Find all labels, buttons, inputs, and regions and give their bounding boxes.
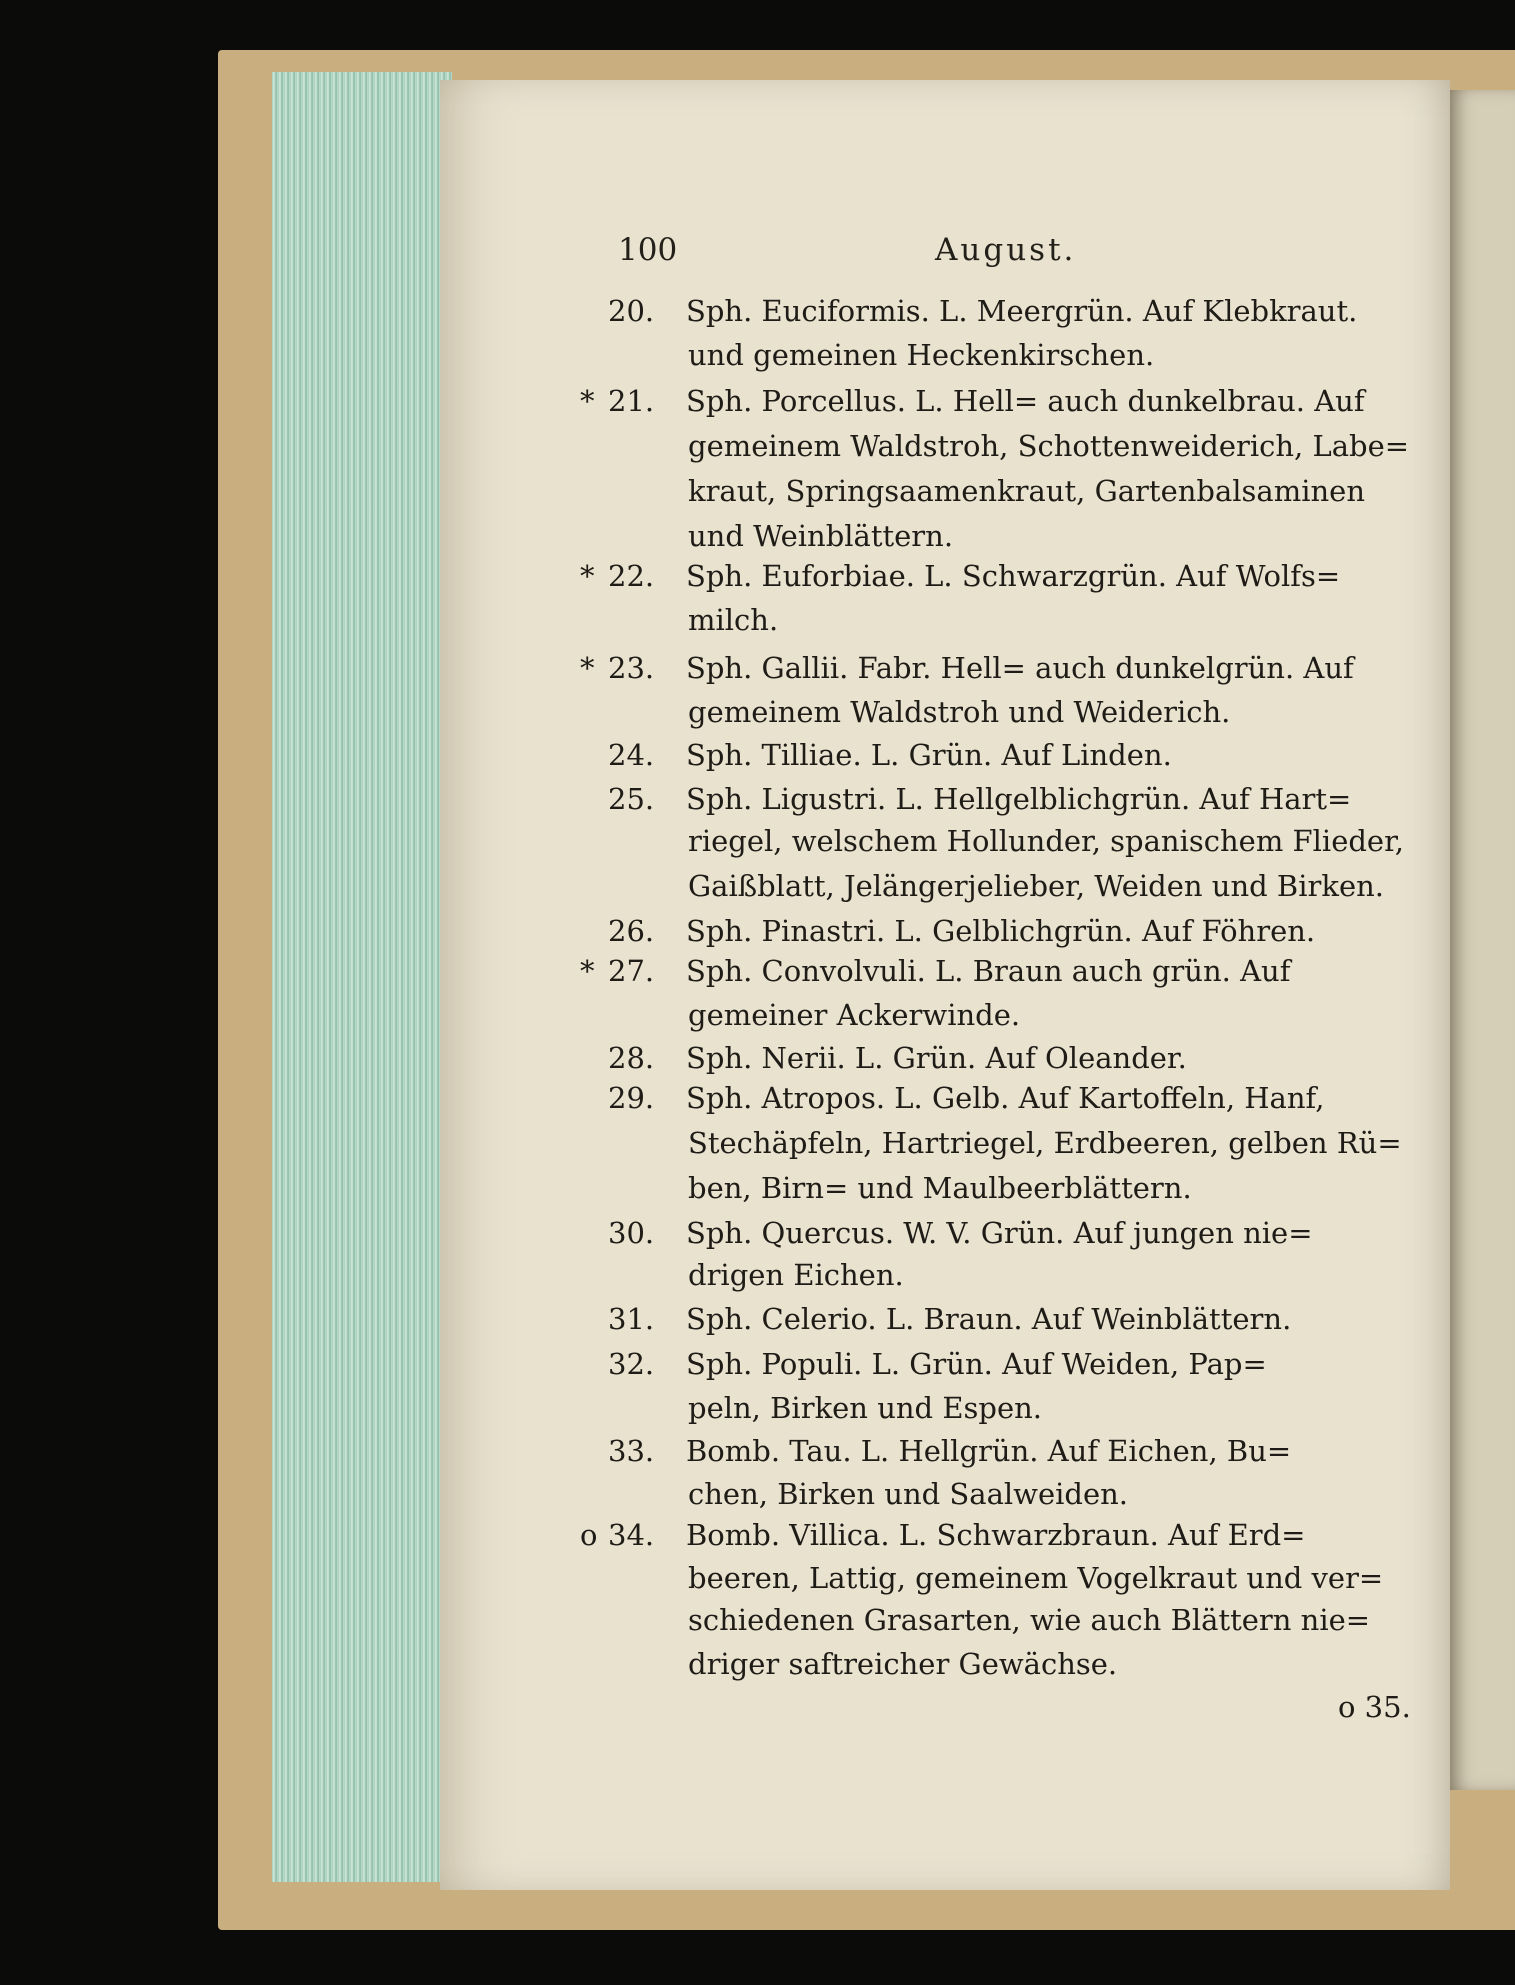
entry-text: beeren, Lattig, gemeinem Vogelkraut und ver= xyxy=(688,1561,1384,1595)
entry-first-line xyxy=(580,1515,1408,1555)
entry-number: 31. xyxy=(608,1302,655,1336)
entry-text: Bomb. Villica. L. Schwarzbraun. Auf Erd= xyxy=(686,1518,1306,1552)
entry-number: 28. xyxy=(608,1041,655,1075)
entry-text: schiedenen Grasarten, wie auch Blättern nie= xyxy=(688,1603,1371,1637)
entry-text: Sph. Atropos. L. Gelb. Auf Kartoffeln, Hanf, xyxy=(686,1081,1325,1115)
entry-text: gemeiner Ackerwinde. xyxy=(688,998,1021,1032)
entry-text: driger saftreicher Gewächse. xyxy=(688,1647,1118,1681)
entry-text: Sph. Pinastri. L. Gelblichgrün. Auf Föhren. xyxy=(686,914,1316,948)
entry-text: Sph. Ligustri. L. Hellgelblichgrün. Auf Hart= xyxy=(686,782,1352,816)
entry-text: Stechäpfeln, Hartriegel, Erdbeeren, gelben Rü= xyxy=(688,1126,1402,1160)
entry-text: gemeinem Waldstroh und Weiderich. xyxy=(688,695,1231,729)
entry-text: peln, Birken und Espen. xyxy=(688,1391,1043,1425)
entry-number: 29. xyxy=(608,1081,655,1115)
entry-continuation-line xyxy=(688,692,1488,732)
entry-text: drigen Eichen. xyxy=(688,1258,904,1292)
entry-first-line xyxy=(608,1299,1408,1339)
entry-continuation-line xyxy=(688,600,1488,640)
entry-number: 24. xyxy=(608,738,655,772)
entry-continuation-line xyxy=(688,426,1488,466)
entry-first-line xyxy=(608,1038,1408,1078)
entry-first-line xyxy=(608,1078,1408,1118)
entry-text: Sph. Populi. L. Grün. Auf Weiden, Pap= xyxy=(686,1347,1267,1381)
entry-continuation-line xyxy=(688,1600,1488,1640)
entry-text: chen, Birken und Saalweiden. xyxy=(688,1477,1129,1511)
entry-text: kraut, Springsaamenkraut, Gartenbalsaminen xyxy=(688,474,1365,508)
entry-marker: * xyxy=(580,954,595,988)
page-edges xyxy=(272,72,452,1882)
entry-number: 32. xyxy=(608,1347,655,1381)
entry-first-line xyxy=(580,556,1408,596)
entry-continuation-line xyxy=(688,1474,1488,1514)
entry-number: 33. xyxy=(608,1434,655,1468)
entry-first-line xyxy=(580,951,1408,991)
page-number: 100 xyxy=(618,232,678,268)
entry-first-line xyxy=(608,1431,1408,1471)
entry-text: Sph. Tilliae. L. Grün. Auf Linden. xyxy=(686,738,1172,772)
entry-first-line xyxy=(608,779,1408,819)
entry-continuation-line xyxy=(688,471,1488,511)
entry-first-line xyxy=(608,1344,1408,1384)
entry-marker: o xyxy=(580,1518,598,1552)
entry-marker: * xyxy=(580,651,595,685)
entry-continuation-line xyxy=(688,516,1488,556)
entry-text: Sph. Quercus. W. V. Grün. Auf jungen nie= xyxy=(686,1216,1313,1250)
entry-text: und gemeinen Heckenkirschen. xyxy=(688,338,1155,372)
entry-number: 30. xyxy=(608,1216,655,1250)
entry-first-line xyxy=(580,381,1408,421)
entry-text: Bomb. Tau. L. Hellgrün. Auf Eichen, Bu= xyxy=(686,1434,1292,1468)
entry-continuation-line xyxy=(688,1644,1488,1684)
entry-number: 26. xyxy=(608,914,655,948)
running-head: August. xyxy=(935,232,1077,268)
entry-number: 22. xyxy=(608,559,655,593)
entry-number: 34. xyxy=(608,1518,655,1552)
entry-first-line xyxy=(608,291,1408,331)
entry-first-line xyxy=(608,911,1408,951)
entry-continuation-line xyxy=(688,1558,1488,1598)
entry-text: Sph. Gallii. Fabr. Hell= auch dunkelgrün. Auf xyxy=(686,651,1354,685)
entry-number: 20. xyxy=(608,294,655,328)
entry-number: 21. xyxy=(608,384,655,418)
entry-number: 27. xyxy=(608,954,655,988)
entry-first-line xyxy=(608,1213,1408,1253)
entry-continuation-line xyxy=(688,866,1488,906)
entry-text: ben, Birn= und Maulbeerblättern. xyxy=(688,1171,1192,1205)
entry-continuation-line xyxy=(688,821,1488,861)
entry-text: Sph. Convolvuli. L. Braun auch grün. Auf xyxy=(686,954,1291,988)
entry-marker: * xyxy=(580,384,595,418)
entry-number: 23. xyxy=(608,651,655,685)
entry-text: riegel, welschem Hollunder, spanischem Flieder, xyxy=(688,824,1404,858)
entry-text: Sph. Euciformis. L. Meergrün. Auf Klebkraut. xyxy=(686,294,1358,328)
entry-continuation-line xyxy=(688,995,1488,1035)
entry-continuation-line xyxy=(688,1168,1488,1208)
entry-text: Sph. Nerii. L. Grün. Auf Oleander. xyxy=(686,1041,1187,1075)
entry-number: 25. xyxy=(608,782,655,816)
entry-first-line xyxy=(580,648,1408,688)
entry-continuation-line xyxy=(688,1123,1488,1163)
entry-continuation-line xyxy=(688,335,1488,375)
entry-continuation-line xyxy=(688,1255,1488,1295)
entry-text: Gaißblatt, Jelängerjelieber, Weiden und Birken. xyxy=(688,869,1385,903)
entry-text: Sph. Euforbiae. L. Schwarzgrün. Auf Wolfs= xyxy=(686,559,1341,593)
entry-text: Sph. Celerio. L. Braun. Auf Weinblättern. xyxy=(686,1302,1292,1336)
entry-text: gemeinem Waldstroh, Schottenweiderich, Labe= xyxy=(688,429,1410,463)
entry-continuation-line xyxy=(688,1388,1488,1428)
entry-text: und Weinblättern. xyxy=(688,519,954,553)
entry-first-line xyxy=(608,735,1408,775)
entry-text: milch. xyxy=(688,603,779,637)
entry-marker: * xyxy=(580,559,595,593)
entry-text: Sph. Porcellus. L. Hell= auch dunkelbrau. Auf xyxy=(686,384,1365,418)
catchword: o 35. xyxy=(1338,1690,1411,1724)
